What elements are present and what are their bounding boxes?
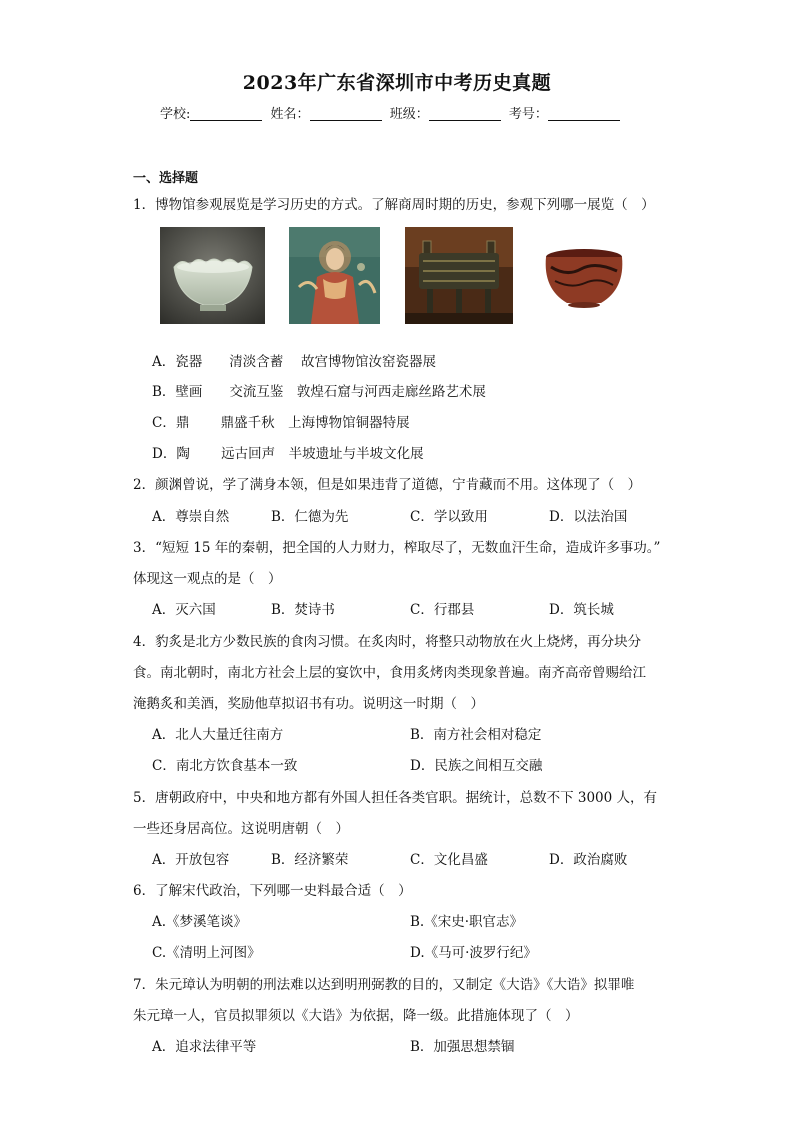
question-2-text: 2．颜渊曾说，学了满身本领，但是如果违背了道德，宁肯藏而不用。这体现了（ ）	[133, 477, 642, 493]
q1-option-c[interactable]: C．鼎 鼎盛千秋 上海博物馆铜器特展	[152, 415, 410, 431]
q5-option-a[interactable]: A．开放包容	[152, 852, 230, 868]
question-4-text-line-1: 4．豹炙是北方少数民族的食肉习惯。在炙肉时，将整只动物放在火上烧烤，再分块分	[133, 634, 642, 650]
q4-option-d[interactable]: D．民族之间相互交融	[410, 758, 543, 774]
school-blank[interactable]	[190, 107, 262, 121]
q2-option-a[interactable]: A．尊崇自然	[152, 509, 230, 525]
q4-option-b[interactable]: B．南方社会相对稳定	[410, 727, 542, 743]
question-4-text-line-2: 食。南北朝时，南北方社会上层的宴饮中，食用炙烤肉类现象普遍。南齐高帝曾赐给江	[133, 665, 646, 681]
page-title: 2023年广东省深圳市中考历史真题	[242, 72, 552, 94]
question-7-text-line-2: 朱元璋一人，官员拟罪须以《大诰》为依据，降一级。此措施体现了（ ）	[133, 1008, 579, 1024]
class-blank[interactable]	[429, 107, 501, 121]
q3-option-a[interactable]: A．灭六国	[152, 602, 216, 618]
q2-option-d[interactable]: D．以法治国	[549, 509, 628, 525]
q5-option-c[interactable]: C．文化昌盛	[410, 852, 488, 868]
porcelain-bowl-photo	[160, 227, 265, 324]
exam-no-blank[interactable]	[548, 107, 620, 121]
q7-option-b[interactable]: B．加强思想禁锢	[410, 1039, 515, 1055]
question-3-text-line-2: 体现这一观点的是（ ）	[133, 571, 282, 587]
q1-option-a[interactable]: A．瓷器 清淡含蓄 故宫博物馆汝窑瓷器展	[152, 354, 437, 370]
q6-option-d[interactable]: D.《马可·波罗行纪》	[410, 945, 537, 961]
question-5-text-line-1: 5．唐朝政府中，中央和地方都有外国人担任各类官职。据统计，总数不下 3000 人，有	[133, 790, 658, 806]
q4-option-c[interactable]: C．南北方饮食基本一致	[152, 758, 298, 774]
name-blank[interactable]	[310, 107, 382, 121]
painted-pottery-photo	[537, 227, 631, 324]
q2-option-c[interactable]: C．学以致用	[410, 509, 488, 525]
class-label: 班级：	[389, 107, 429, 122]
question-5-text-line-2: 一些还身居高位。这说明唐朝（ ）	[133, 821, 349, 837]
bronze-ding-photo	[405, 227, 513, 324]
question-1-text: 1．博物馆参观展览是学习历史的方式。了解商周时期的历史，参观下列哪一展览（ ）	[133, 197, 655, 213]
question-3-text-line-1: 3．“短短 15 年的秦朝，把全国的人力财力，榨取尽了，无数血汗生命，造成许多事功。”	[133, 540, 661, 556]
q5-option-d[interactable]: D．政治腐败	[549, 852, 628, 868]
q3-option-b[interactable]: B．焚诗书	[271, 602, 335, 618]
q6-option-c[interactable]: C.《清明上河图》	[152, 945, 261, 961]
section-heading: 一、选择题	[133, 171, 199, 186]
question-7-text-line-1: 7．朱元璋认为明朝的刑法难以达到明刑弼教的目的，又制定《大诰》《大诰》拟罪唯	[133, 977, 635, 993]
q7-option-a[interactable]: A．追求法律平等	[152, 1039, 257, 1055]
q1-option-d[interactable]: D．陶 远古回声 半坡遗址与半坡文化展	[152, 446, 424, 462]
q2-option-b[interactable]: B．仁德为先	[271, 509, 349, 525]
question-6-text: 6．了解宋代政治，下列哪一史料最合适（ ）	[133, 883, 412, 899]
mural-photo	[289, 227, 380, 324]
q4-option-a[interactable]: A．北人大量迁往南方	[152, 727, 284, 743]
q6-option-a[interactable]: A.《梦溪笔谈》	[152, 914, 248, 930]
exam-no-label: 考号：	[508, 107, 548, 122]
question-4-text-line-3: 淹鹅炙和美酒，奖励他草拟诏书有功。说明这一时期（ ）	[133, 696, 484, 712]
student-info-line	[160, 103, 624, 122]
school-label: 学校:	[160, 107, 191, 122]
q3-option-c[interactable]: C．行郡县	[410, 602, 475, 618]
q5-option-b[interactable]: B．经济繁荣	[271, 852, 349, 868]
q1-option-b[interactable]: B．壁画 交流互鉴 敦煌石窟与河西走廊丝路艺术展	[152, 384, 486, 400]
q6-option-b[interactable]: B.《宋史·职官志》	[410, 914, 524, 930]
name-label: 姓名：	[270, 107, 310, 122]
q3-option-d[interactable]: D．筑长城	[549, 602, 614, 618]
